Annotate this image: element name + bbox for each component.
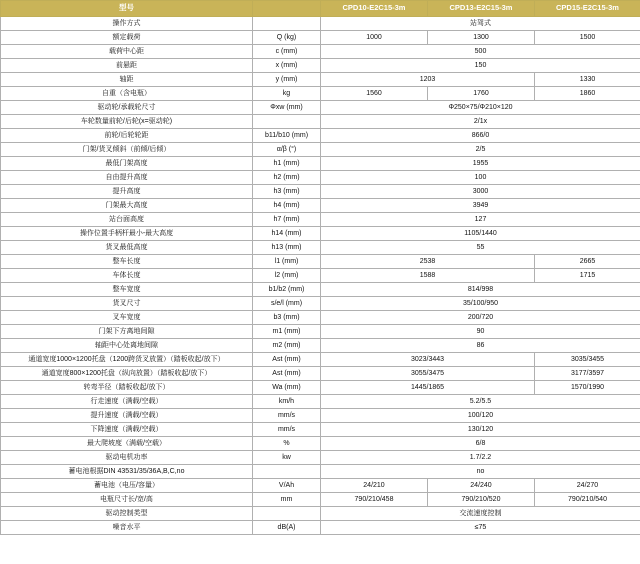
row-label: 车轮数量前轮/后轮(x=驱动轮) [1, 115, 253, 129]
row-value: 1445/1865 [321, 381, 535, 395]
row-value: 1300 [428, 31, 535, 45]
row-label: 自重（含电瓶） [1, 87, 253, 101]
table-row [1, 423, 640, 437]
row-label: 站台面高度 [1, 213, 253, 227]
row-label: 最大爬坡度（满载/空载） [1, 437, 253, 451]
row-unit: b11/b10 (mm) [253, 129, 321, 143]
row-unit: l1 (mm) [253, 255, 321, 269]
row-value: 1570/1990 [535, 381, 640, 395]
table-row [1, 241, 640, 255]
table-row [1, 129, 640, 143]
table-header-cell-m3: CPD15-E2C15-3m [535, 1, 640, 17]
row-label: 载荷中心距 [1, 45, 253, 59]
table-row [1, 451, 640, 465]
row-value: no [321, 465, 640, 479]
row-label: 货叉最低高度 [1, 241, 253, 255]
row-value: Φ250×75/Φ210×120 [321, 101, 640, 115]
row-value: 100 [321, 171, 640, 185]
row-unit: % [253, 437, 321, 451]
table-row [1, 171, 640, 185]
table-row [1, 493, 640, 507]
row-value: 1860 [535, 87, 640, 101]
row-unit: Q (kg) [253, 31, 321, 45]
table-row [1, 311, 640, 325]
row-label: 前悬距 [1, 59, 253, 73]
row-value: 2538 [321, 255, 535, 269]
row-label: 操作位置手柄杆最小-最大高度 [1, 227, 253, 241]
table-row [1, 143, 640, 157]
row-unit: l2 (mm) [253, 269, 321, 283]
row-unit: Φxw (mm) [253, 101, 321, 115]
table-row [1, 465, 640, 479]
row-unit: h13 (mm) [253, 241, 321, 255]
table-row [1, 45, 640, 59]
row-unit: c (mm) [253, 45, 321, 59]
row-unit: Ast (mm) [253, 353, 321, 367]
row-unit [253, 17, 321, 31]
row-unit: Wa (mm) [253, 381, 321, 395]
row-label: 门架最大高度 [1, 199, 253, 213]
row-label: 行走速度（满载/空载） [1, 395, 253, 409]
row-label: 叉车宽度 [1, 311, 253, 325]
table-row [1, 115, 640, 129]
row-value: 130/120 [321, 423, 640, 437]
row-unit: h4 (mm) [253, 199, 321, 213]
row-unit: kg [253, 87, 321, 101]
table-row [1, 31, 640, 45]
row-label: 转弯半径（踏板收起/放下） [1, 381, 253, 395]
row-unit: mm/s [253, 423, 321, 437]
row-unit: h14 (mm) [253, 227, 321, 241]
row-value: 2/5 [321, 143, 640, 157]
row-unit: α/β (°) [253, 143, 321, 157]
row-value: 866/0 [321, 129, 640, 143]
row-value: 814/998 [321, 283, 640, 297]
table-header-cell-label: 型号 [1, 1, 253, 17]
row-value: 1105/1440 [321, 227, 640, 241]
row-value: 55 [321, 241, 640, 255]
row-value: 24/240 [428, 479, 535, 493]
row-value: 3055/3475 [321, 367, 535, 381]
row-label: 轴距 [1, 73, 253, 87]
table-row [1, 507, 640, 521]
row-label: 前轮/后轮轮距 [1, 129, 253, 143]
table-row [1, 409, 640, 423]
row-value: 6/8 [321, 437, 640, 451]
row-value: 127 [321, 213, 640, 227]
row-value: 3000 [321, 185, 640, 199]
table-row [1, 185, 640, 199]
row-value: 100/120 [321, 409, 640, 423]
row-unit: h3 (mm) [253, 185, 321, 199]
table-row [1, 395, 640, 409]
row-label: 轴距中心处离地间隙 [1, 339, 253, 353]
row-label: 提升速度（满载/空载） [1, 409, 253, 423]
row-label: 驱动电机功率 [1, 451, 253, 465]
row-label: 额定载荷 [1, 31, 253, 45]
row-value: 35/100/950 [321, 297, 640, 311]
row-label: 车体长度 [1, 269, 253, 283]
table-row [1, 87, 640, 101]
table-row [1, 73, 640, 87]
row-unit [253, 115, 321, 129]
table-row [1, 437, 640, 451]
row-unit: y (mm) [253, 73, 321, 87]
row-label: 通道宽度1000×1200托盘（1200跨货叉放置）（踏板收起/放下） [1, 353, 253, 367]
row-label: 操作方式 [1, 17, 253, 31]
table-row [1, 17, 640, 31]
row-value: 1500 [535, 31, 640, 45]
table-row [1, 101, 640, 115]
row-label: 蓄电池（电压/容量） [1, 479, 253, 493]
row-value: 1760 [428, 87, 535, 101]
row-label: 驱动轮/承载轮尺寸 [1, 101, 253, 115]
row-label: 下降速度（满载/空载） [1, 423, 253, 437]
row-label: 自由提升高度 [1, 171, 253, 185]
row-value: 1000 [321, 31, 428, 45]
table-row [1, 269, 640, 283]
row-value: 90 [321, 325, 640, 339]
row-label: 门架/货叉倾斜（前倾/后倾） [1, 143, 253, 157]
table-row [1, 255, 640, 269]
row-value: 24/210 [321, 479, 428, 493]
table-row [1, 297, 640, 311]
table-header-cell-m1: CPD10-E2C15-3m [321, 1, 428, 17]
row-value: 5.2/5.5 [321, 395, 640, 409]
table-row [1, 353, 640, 367]
row-value: 200/720 [321, 311, 640, 325]
row-value: 1588 [321, 269, 535, 283]
row-value: 站驾式 [321, 17, 640, 31]
table-header-cell-m2: CPD13-E2C15-3m [428, 1, 535, 17]
row-unit: kw [253, 451, 321, 465]
row-value: 1.7/2.2 [321, 451, 640, 465]
row-value: 1560 [321, 87, 428, 101]
row-label: 货叉尺寸 [1, 297, 253, 311]
table-header-cell-unit [253, 1, 321, 17]
table-row [1, 59, 640, 73]
row-unit: h7 (mm) [253, 213, 321, 227]
row-unit [253, 465, 321, 479]
table-row [1, 325, 640, 339]
row-value: 790/210/520 [428, 493, 535, 507]
row-unit: h2 (mm) [253, 171, 321, 185]
row-value: 790/210/540 [535, 493, 640, 507]
row-label: 整车长度 [1, 255, 253, 269]
row-unit [253, 507, 321, 521]
table-row [1, 227, 640, 241]
row-unit: m1 (mm) [253, 325, 321, 339]
row-value: 150 [321, 59, 640, 73]
table-row [1, 213, 640, 227]
row-label: 蓄电池根据DIN 43531/35/36A,B,C,no [1, 465, 253, 479]
row-label: 门架下方离地间隙 [1, 325, 253, 339]
table-header-row [1, 1, 640, 17]
table-row [1, 381, 640, 395]
table-row [1, 367, 640, 381]
row-label: 最低门架高度 [1, 157, 253, 171]
row-label: 驱动控制类型 [1, 507, 253, 521]
table-row [1, 521, 640, 535]
row-value: 3949 [321, 199, 640, 213]
row-unit: x (mm) [253, 59, 321, 73]
row-unit: h1 (mm) [253, 157, 321, 171]
row-value: 86 [321, 339, 640, 353]
row-label: 整车宽度 [1, 283, 253, 297]
row-unit: mm/s [253, 409, 321, 423]
row-label: 电瓶尺寸长/宽/高 [1, 493, 253, 507]
row-unit: dB(A) [253, 521, 321, 535]
row-unit: m2 (mm) [253, 339, 321, 353]
row-value: 1955 [321, 157, 640, 171]
row-label: 通道宽度800×1200托盘（纵向放置）（踏板收起/放下） [1, 367, 253, 381]
table-row [1, 479, 640, 493]
table-row [1, 157, 640, 171]
row-unit: Ast (mm) [253, 367, 321, 381]
row-value: 2/1x [321, 115, 640, 129]
row-unit: V/Ah [253, 479, 321, 493]
row-label: 噪音水平 [1, 521, 253, 535]
row-value: 1330 [535, 73, 640, 87]
row-value: 24/270 [535, 479, 640, 493]
table-body [1, 1, 640, 535]
table-row [1, 283, 640, 297]
table-row [1, 199, 640, 213]
row-unit: km/h [253, 395, 321, 409]
row-unit: mm [253, 493, 321, 507]
row-value: 2665 [535, 255, 640, 269]
row-value: 3023/3443 [321, 353, 535, 367]
row-value: 790/210/458 [321, 493, 428, 507]
row-value: 交流速度控制 [321, 507, 640, 521]
row-value: 1203 [321, 73, 535, 87]
row-value: 3035/3455 [535, 353, 640, 367]
row-value: 1715 [535, 269, 640, 283]
row-value: ≤75 [321, 521, 640, 535]
row-unit: s/e/l (mm) [253, 297, 321, 311]
table-row [1, 339, 640, 353]
row-unit: b3 (mm) [253, 311, 321, 325]
row-unit: b1/b2 (mm) [253, 283, 321, 297]
row-value: 500 [321, 45, 640, 59]
row-label: 提升高度 [1, 185, 253, 199]
row-value: 3177/3597 [535, 367, 640, 381]
